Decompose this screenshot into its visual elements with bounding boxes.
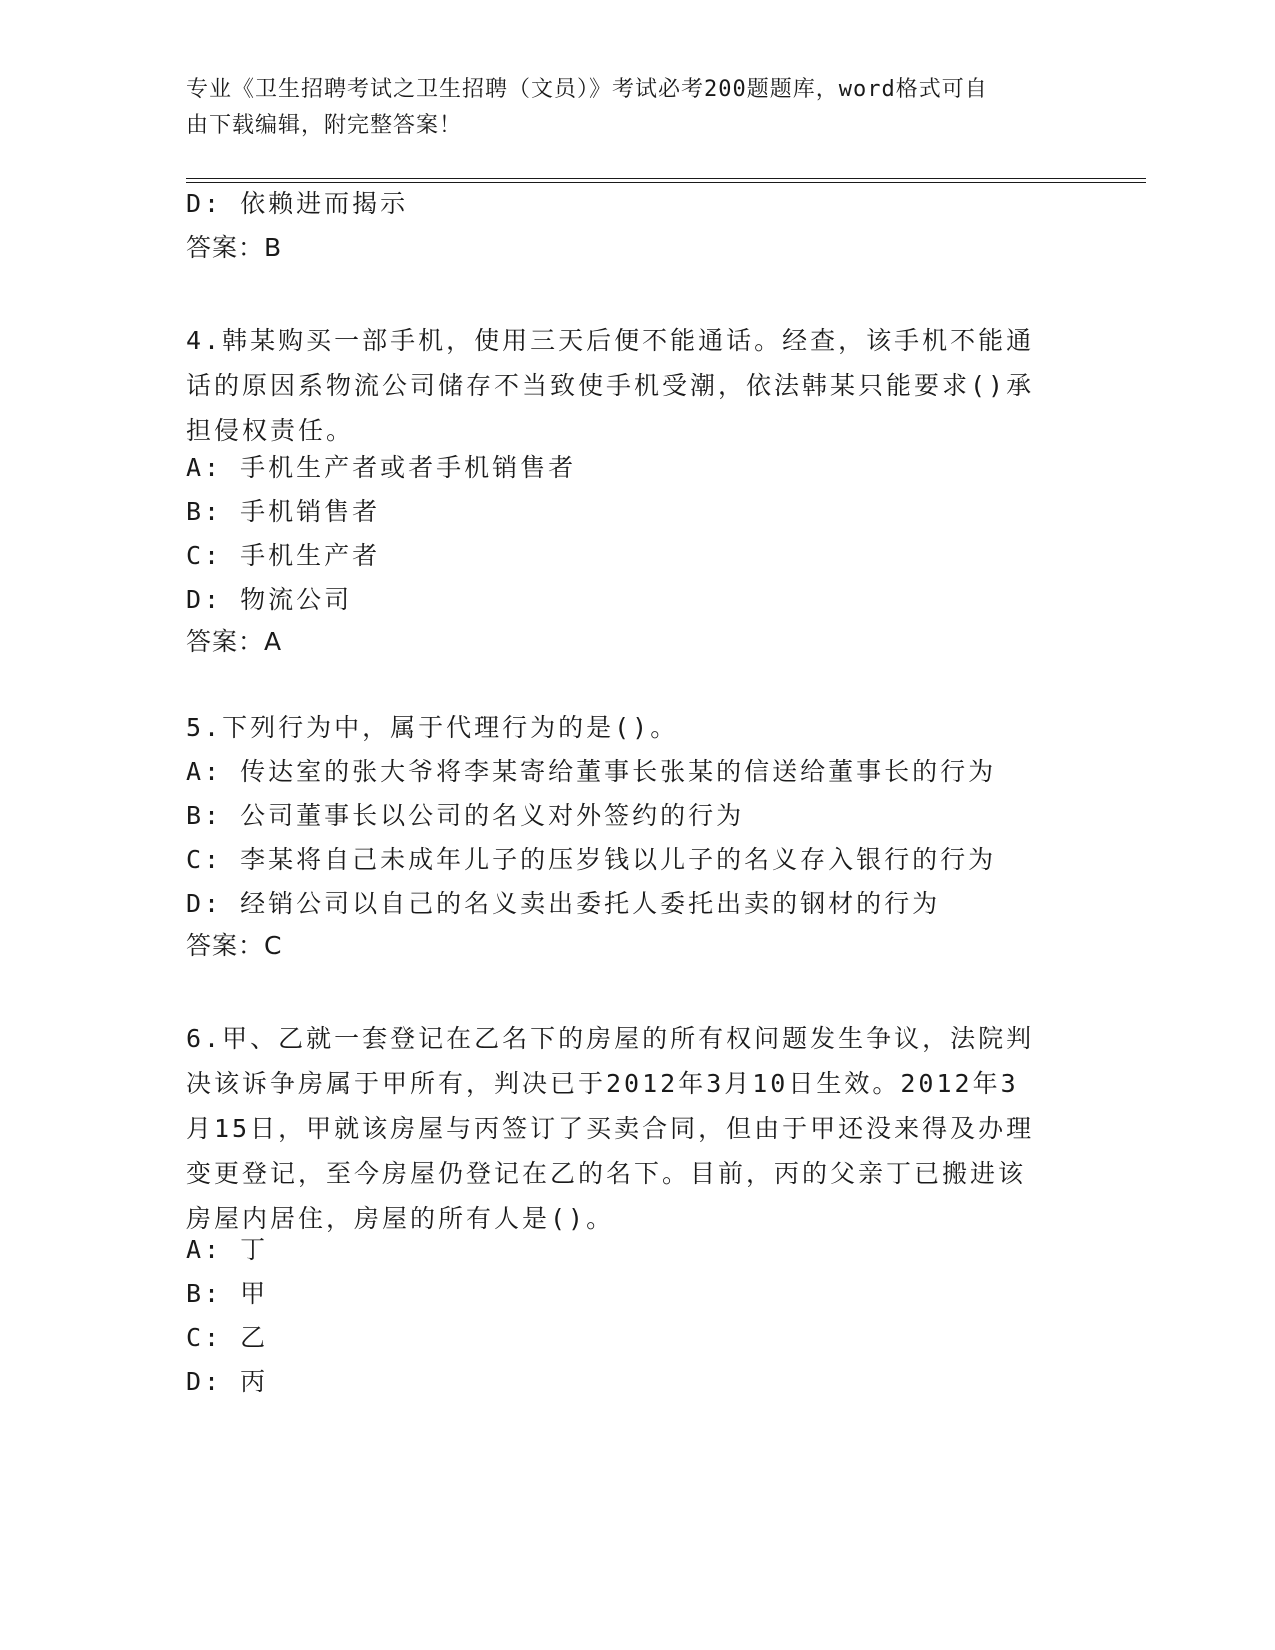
q4-stem-line-1: 4.韩某购买一部手机，使用三天后便不能通话。经查，该手机不能通 xyxy=(186,326,1035,355)
q6-stem-line-2: 决该诉争房属于甲所有，判决已于2012年3月10日生效。2012年3 xyxy=(186,1069,1019,1098)
q4-option-a: A: 手机生产者或者手机销售者 xyxy=(186,453,577,482)
q4-stem-line-3: 担侵权责任。 xyxy=(186,416,355,445)
q5-stem: 5.下列行为中，属于代理行为的是()。 xyxy=(186,713,679,742)
q6-option-d: D: 丙 xyxy=(186,1367,269,1396)
q5-option-c: C: 李某将自己未成年儿子的压岁钱以儿子的名义存入银行的行为 xyxy=(186,845,997,874)
q3-answer: 答案：B xyxy=(186,233,283,262)
q6-stem-line-1: 6.甲、乙就一套登记在乙名下的房屋的所有权问题发生争议，法院判 xyxy=(186,1024,1035,1053)
q4-option-c: C: 手机生产者 xyxy=(186,541,381,570)
q4-option-d: D: 物流公司 xyxy=(186,585,353,614)
q6-option-c: C: 乙 xyxy=(186,1323,269,1352)
q5-option-a: A: 传达室的张大爷将李某寄给董事长张某的信送给董事长的行为 xyxy=(186,757,997,786)
header-divider-top xyxy=(186,178,1146,179)
q6-option-b: B: 甲 xyxy=(186,1279,269,1308)
q3-option-d: D: 依赖进而揭示 xyxy=(186,189,409,218)
q4-option-b: B: 手机销售者 xyxy=(186,497,381,526)
q5-answer: 答案：C xyxy=(186,931,283,960)
q6-option-a: A: 丁 xyxy=(186,1235,269,1264)
header-line-1: 专业《卫生招聘考试之卫生招聘（文员）》考试必考200题题库，word格式可自 xyxy=(186,77,988,102)
q6-stem xyxy=(186,1016,1066,1241)
q6-stem-line-5: 房屋内居住，房屋的所有人是()。 xyxy=(186,1204,615,1233)
q6-stem-line-3: 月15日，甲就该房屋与丙签订了买卖合同，但由于甲还没来得及办理 xyxy=(186,1114,1035,1143)
q6-stem-line-4: 变更登记，至今房屋仍登记在乙的名下。目前，丙的父亲丁已搬进该 xyxy=(186,1159,1027,1188)
q5-option-b: B: 公司董事长以公司的名义对外签约的行为 xyxy=(186,801,745,830)
q4-stem xyxy=(186,318,1066,453)
q4-stem-line-2: 话的原因系物流公司储存不当致使手机受潮，依法韩某只能要求()承 xyxy=(186,371,1035,400)
header-divider-bottom xyxy=(186,182,1146,183)
header-line-2: 由下载编辑，附完整答案！ xyxy=(186,113,463,138)
q5-option-d: D: 经销公司以自己的名义卖出委托人委托出卖的钢材的行为 xyxy=(186,889,941,918)
document-header xyxy=(186,72,1066,144)
q4-answer: 答案：A xyxy=(186,627,283,656)
